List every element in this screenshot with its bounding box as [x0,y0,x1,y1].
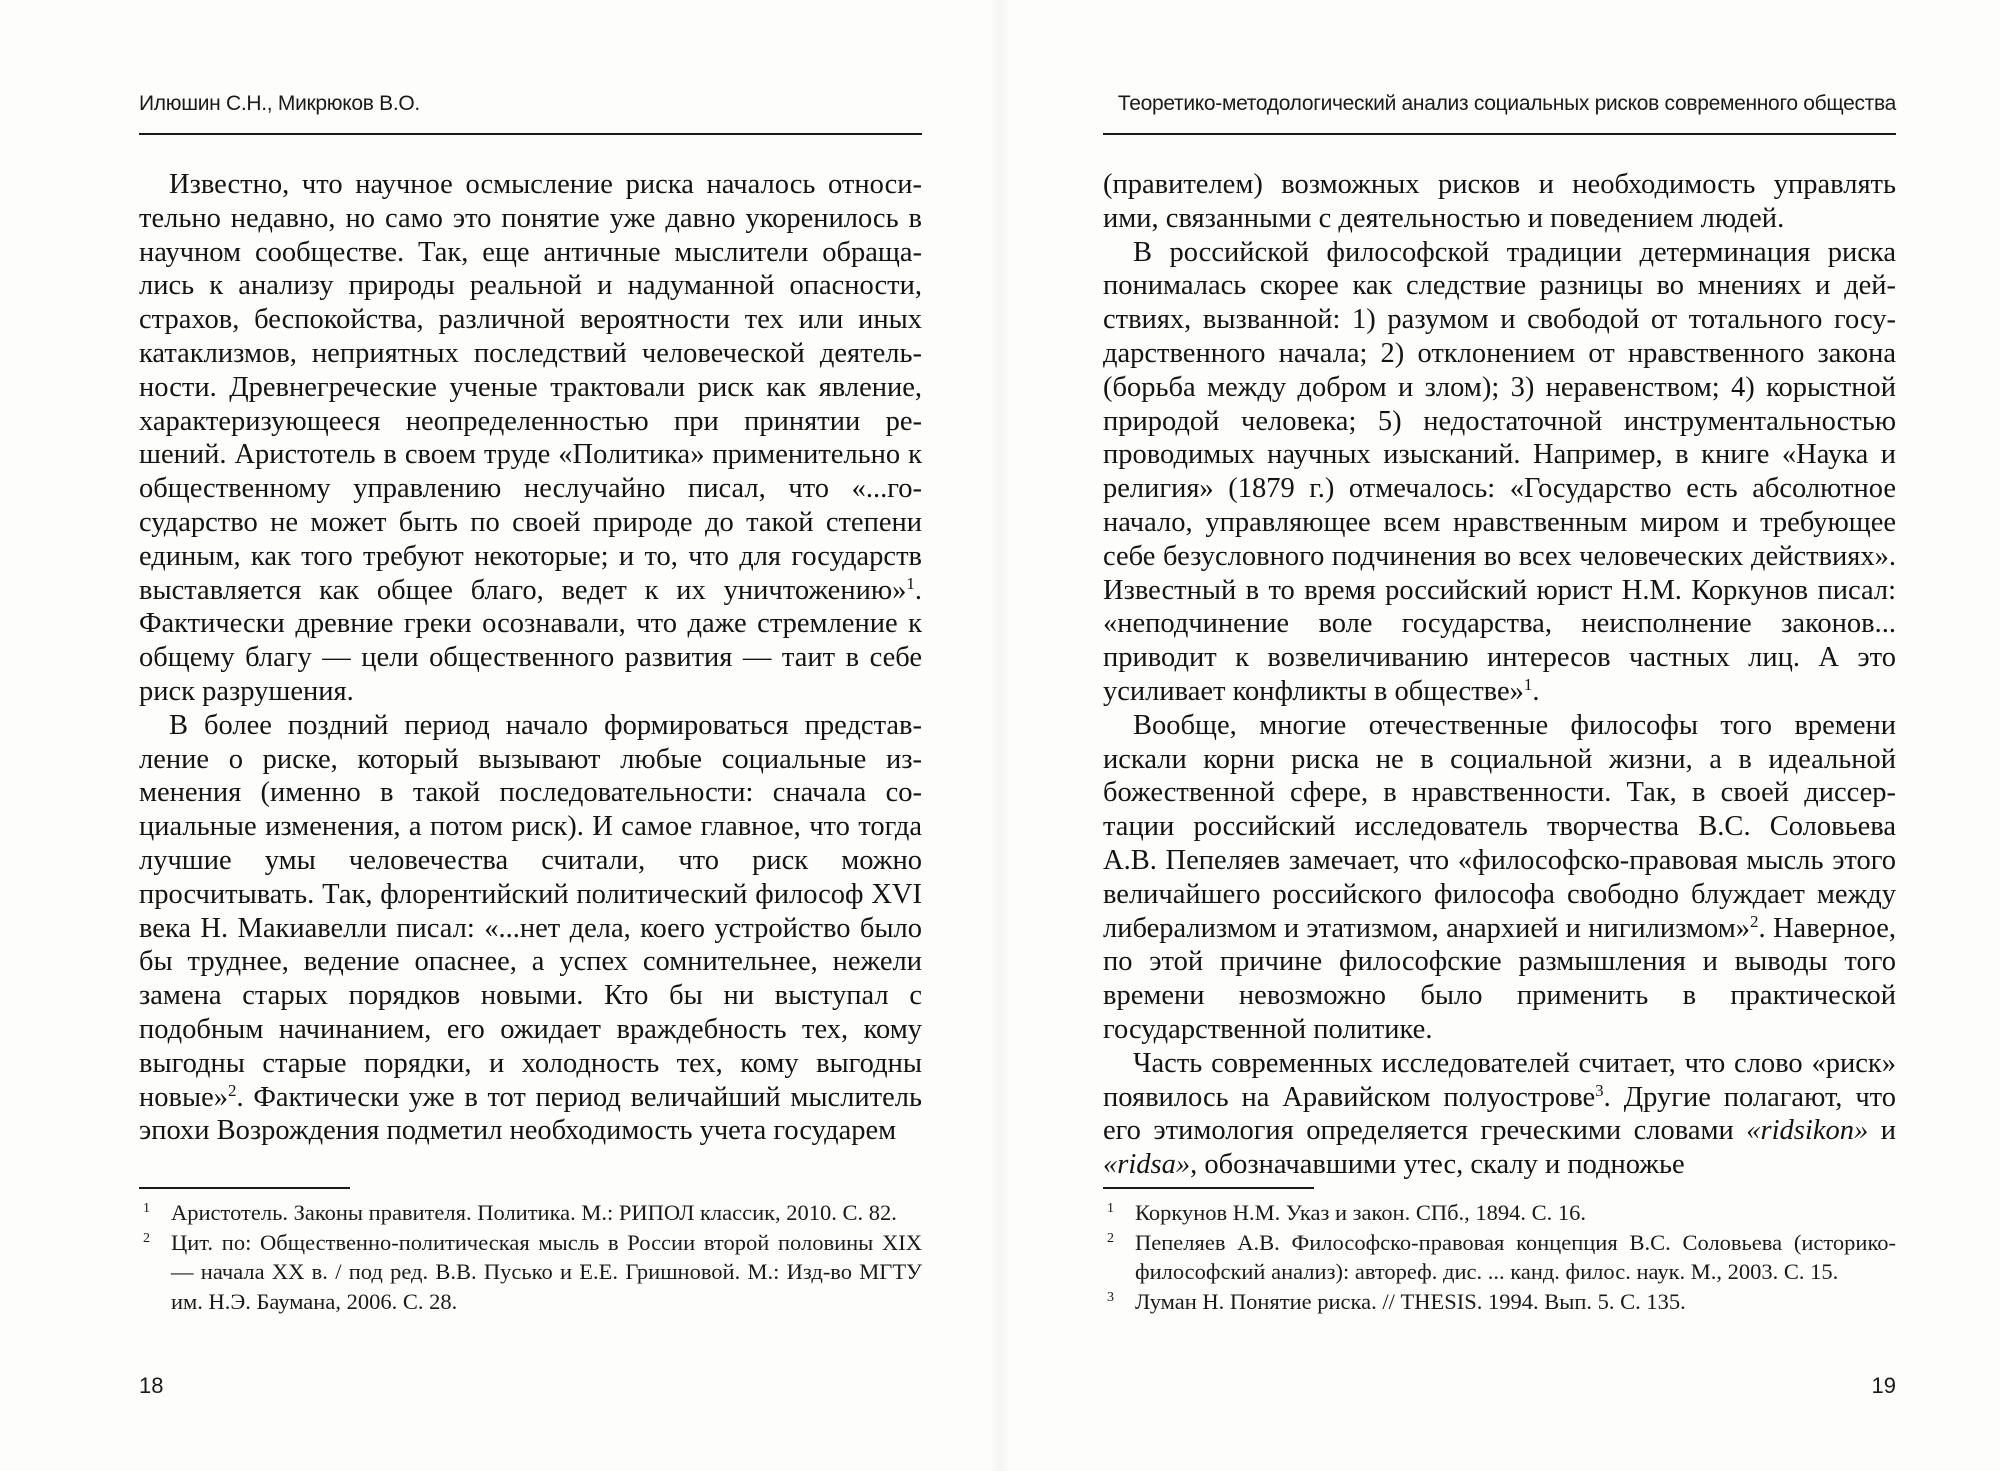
right-body-text [1103,168,1896,1182]
right-paragraph-3-text: Часть современных исследователей считает, что слово «риск» появилось на Аравийском полуострове [1103,1047,1896,1113]
left-header-rule [139,133,922,135]
left-paragraph-2-cont: Фактически уже в тот период величайший мыслитель эпохи Возрождения подметил необходимость учета государем [139,1081,922,1147]
footnote-ref-1: 1 [1523,674,1533,694]
footnote-text: Луман Н. Понятие риска. // THESIS. 1994. Вып. 5. С. 135. [1135,1288,1686,1314]
right-paragraph-1-text: В российской философской традиции детерминация риска понималась скорее как следствие разницы во мнениях и действиях, вызванной: 1) разумом и свободой от тотального государственного начала; 2) отклонением от нравственного закона (борьба между добром и злом); 3) неравенством; 4) корыстной природой человека; 5) недостаточной инструментальностью проводимых научных изысканий. Например, в книге «Наука и религия» (1879 г.) отмечалось: «Государство есть абсолютное начало, управляющее всем нравственным миром и требующее себе безусловного подчинения во всех человеческих действиях». Известный в то время российский юрист Н.М. Коркунов писал: «неподчинение воле государства, неисполнение законов... приводит к возвеличиванию интересов частных лиц. А это усиливает конфликты в обществе» [1103,236,1896,707]
italic-term-ridsikon: «ridsikon» [1746,1115,1869,1147]
footnote-ref-1: 1 [906,573,915,593]
footnote [1103,1228,1896,1287]
footnote-number: 3 [1107,1289,1114,1305]
left-body-text [139,168,922,1148]
left-paragraph-1-text: Известно, что научное осмысление риска началось относительно недавно, но само это понятие уже давно укоренилось в научном сообществе. Так, еще античные мыслители обращались к анализу природы реальной и надуманной опасности, страхов, беспокойства, различной вероятности тех или иных катаклизмов, неприятных последствий человеческой деятельности. Древнегреческие ученые трактовали риск как явление, характеризующееся неопределенностью при принятии решений. Аристотель в своем труде «Политика» применительно к общественному управлению неслучайно писал, что «...государство не может быть по своей природе до такой степени единым, как того требуют некоторые; и то, что для государств выставляется как общее благо, ведет к их уничтожению» [139,169,922,606]
right-paragraph-3 [1103,1047,1896,1182]
left-footnote-rule [139,1187,350,1189]
right-paragraph-2-cont: Наверное, по этой причине философские размышления и выводы того времени невозможно было применить в практической государственной политике. [1103,912,1897,1045]
footnote-ref-2: 2 [1750,911,1759,931]
footnote [1103,1287,1896,1317]
footnote [1103,1198,1896,1228]
right-footnote-rule [1103,1187,1314,1189]
left-paragraph-2: В более поздний период начало формироваться представление о риске, который вызывают любые социальные изменения (именно в такой последовательности: сначала социальные изменения, а потом риск). И самое главное, что тогда лучшие умы человечества считали, что риск можно просчитывать. Так, флорентийский политический философ XVI века Н. Макиавелли писал: «...нет дела, коего устройство было бы труднее, ведение опаснее, а успех сомнительнее, нежели замена старых порядков новыми. Кто бы ни выступал с подобным начинанием, его ожидает враждебность тех, кому выгодны старые порядки, и холодность тех, кому выгодны новые»$^2$. Фактически уже в тот период величайший мыслитель эпохи Возрождения подметил необходимость учета государем [139,709,922,1147]
right-paragraph-2: Вообще, многие отечественные философы того времени искали корни риска не в социальной жизни, а в идеальной божественной сфере, в нравственности. Так, в своей диссертации российский исследователь творчества В.С. Соловьева А.В. Пепеляев замечает, что «философско-правовая мысль этого величайшего российского философа свободно блуждает между либерализмом и этатизмом, анархией и нигилизмом»$^2$. Наверное, по этой причине философские размышления и выводы того времени невозможно было применить в практической государственной политике. [1103,709,1897,1045]
right-running-head: Теоретико-методологический анализ социальных рисков современного общества [1117,92,1896,115]
left-paragraph-1-cont: Фактически древние греки осознавали, что даже стремление к общему благу — цели общественного развития — таит в себе риск разрушения. [139,608,922,707]
right-paragraph-3-cont: . Другие полагают, что его этимология определяется греческими словами [1103,1081,1896,1147]
italic-term-ridsa: «ridsa» [1103,1149,1191,1181]
footnote-number: 2 [1107,1230,1114,1246]
footnote-number: 2 [143,1230,150,1246]
right-page-number: 19 [1871,1373,1896,1398]
right-header-rule [1103,133,1896,135]
footnote [139,1198,922,1228]
right-paragraph-3-end: , обозначавшими утес, скалу и подножье [1190,1149,1685,1181]
left-running-head: Илюшин С.Н., Микрюков В.О. [139,92,420,115]
right-page [1000,0,2000,1471]
left-paragraph-1: Известно, что научное осмысление риска началось относительно недавно, но само это понятие уже давно укоренилось в научном сообществе. Так, еще античные мыслители обращались к анализу природы реальной и надуманной опасности, страхов, беспокойства, различной вероятности тех или иных катаклизмов, неприятных последствий человеческой деятельности. Древнегреческие ученые трактовали риск как явление, характеризующееся неопределенностью при принятии решений. Аристотель в своем труде «Политика» применительно к общественному управлению неслучайно писал, что «...государство не может быть по своей природе до такой степени единым, как того требуют некоторые; и то, что для государств выставляется как общее благо, ведет к их уничтожению»$^1$. Фактически древние греки осознавали, что даже стремление к общему благу — цели общественного развития — таит в себе риск разрушения. [139,169,922,707]
right-paragraph-2-text: Вообще, многие отечественные философы того времени искали корни риска не в социальной жизни, а в идеальной божественной сфере, в нравственности. Так, в своей диссертации российский исследователь творчества В.С. Соловьева А.В. Пепеляев замечает, что «философско-правовая мысль этого величайшего российского философа свободно блуждает между либерализмом и этатизмом, анархией и нигилизмом» [1103,709,1896,944]
left-page-number: 18 [139,1373,164,1398]
right-paragraph-3-and: и [1868,1115,1896,1147]
left-footnotes [139,1198,922,1316]
right-paragraph-0-text: (правителем) возможных рисков и необходимость управлять ими, связанными с деятельностью и поведением людей. [1103,169,1896,234]
footnote-text: Пепеляев А.В. Философско-правовая концепция В.С. Соловьева (историко-философский анализ): автореф. дис. ... канд. филос. наук. М., 2003. С. 15. [1135,1229,1896,1285]
right-paragraph-1: В российской философской традиции детерминация риска понималась скорее как следствие разницы во мнениях и действиях, вызванной: 1) разумом и свободой от тотального государственного начала; 2) отклонением от нравственного закона (борьба между добром и злом); 3) неравенством; 4) корыстной природой человека; 5) недостаточной инструментальностью проводимых научных изысканий. Например, в книге «Наука и религия» (1879 г.) отмечалось: «Государство есть абсолютное начало, управляющее всем нравственным миром и требующее себе безусловного подчинения во всех человеческих действиях». Известный в то время российский юрист Н.М. Коркунов писал: «неподчинение воле государства, неисполнение законов... приводит к возвеличиванию интересов частных лиц. А это усиливает конфликты в обществе»$^1$. [1103,236,1896,707]
right-footnotes [1103,1198,1896,1316]
right-paragraph-0 [1103,168,1896,236]
footnote-ref-3: 3 [1595,1080,1604,1100]
footnote [139,1228,922,1317]
left-paragraph-2-text: В более поздний период начало формироваться представление о риске, который вызывают любые социальные изменения (именно в такой последовательности: сначала социальные изменения, а потом риск). И самое главное, что тогда лучшие умы человечества считали, что риск можно просчитывать. Так, флорентийский политический философ XVI века Н. Макиавелли писал: «...нет дела, коего устройство было бы труднее, ведение опаснее, а успех сомнительнее, нежели замена старых порядков новыми. Кто бы ни выступал с подобным начинанием, его ожидает враждебность тех, кому выгодны старые порядки, и холодность тех, кому выгодны новые» [139,709,922,1113]
footnote-number: 1 [1107,1201,1114,1216]
footnote-text: Цит. по: Общественно-политическая мысль в России второй половины XIX — начала XX в. / под ред. В.В. Пусько и Е.Е. Гришновой. М.: Изд-во МГТУ им. Н.Э. Баумана, 2006. С. 28. [171,1229,922,1314]
footnote-number: 1 [143,1201,150,1216]
footnote-ref-2: 2 [228,1080,237,1100]
footnote-text: Коркунов Н.М. Указ и закон. СПб., 1894. С. 16. [1135,1200,1587,1225]
footnote-text: Аристотель. Законы правителя. Политика. М.: РИПОЛ классик, 2010. С. 82. [171,1200,897,1225]
